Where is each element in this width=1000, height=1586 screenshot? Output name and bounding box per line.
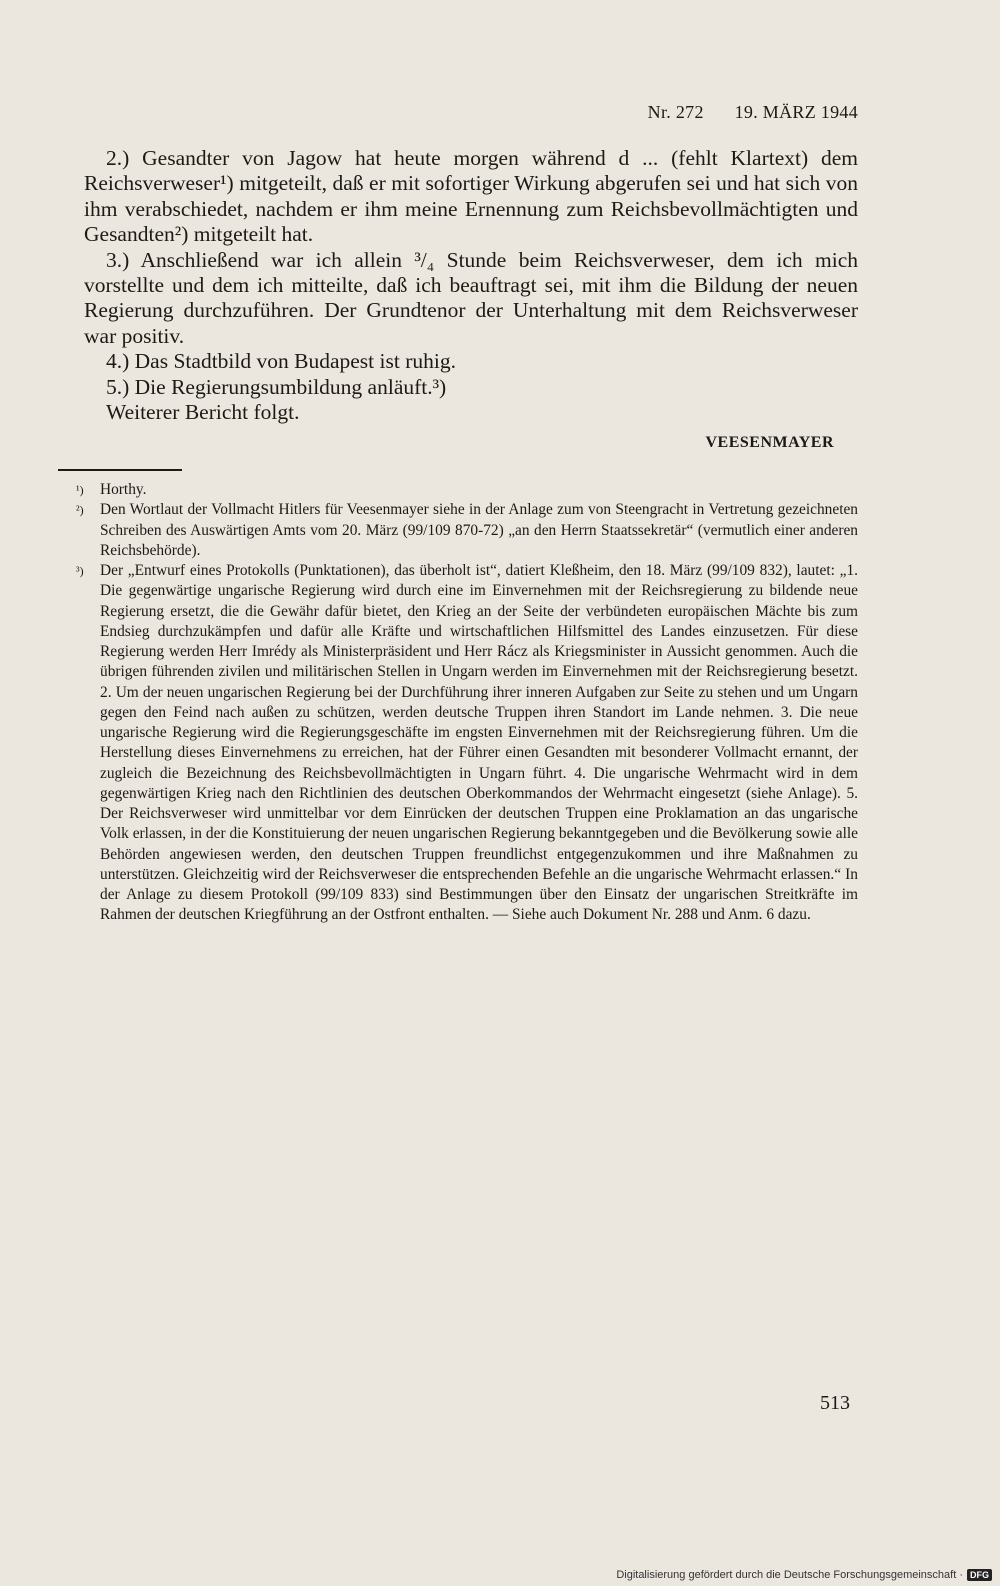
paragraph-3: 3.) Anschließend war ich allein ³/₄ Stunde beim Reichsverweser, dem ich mich vorstellte und dem ich mitteilte, daß ich beauftragt sei, mit ihm die Bildung der neuen Regierung durchzuführen. Der Grundtenor der Unterhaltung mit dem Reichsverweser war positiv.	[84, 247, 858, 348]
footnote-marker: ¹)	[76, 483, 84, 497]
document-number: Nr. 272	[647, 102, 704, 122]
closing-line: Weiterer Bericht folgt.	[106, 400, 300, 425]
body-text	[84, 146, 858, 425]
digitization-credit	[616, 1567, 992, 1583]
footnote-2	[58, 500, 858, 561]
paragraph-2: 2.) Gesandter von Jagow hat heute morgen während d ... (fehlt Klartext) dem Reichsverweser¹) mitgeteilt, daß er mit sofortiger Wirkung abgerufen sei und hat sich von ihm verabschiedet, nachdem er ihm meine Ernennung zum Reichsbevollmächtigten und Gesandten²) mitgeteilt hat.	[84, 146, 858, 247]
document-date: 19. MÄRZ 1944	[734, 102, 858, 122]
footnote-text: Horthy.	[100, 481, 147, 498]
footnote-marker: ²)	[76, 503, 84, 518]
footnote-text: Der „Entwurf eines Protokolls (Punktationen), das überholt ist“, datiert Kleßheim, den 18. März (99/109 832), lautet: „1. Die gegenwärtige ungarische Regierung wird durch eine im Einvernehmen mit der Reichsregierung zu bildende neue Regierung ersetzt, die die Gewähr dafür bietet, den Krieg an der Seite der verbündeten europäischen Mächte bis zum Endsieg durchzukämpfen und dafür alle Kräfte und wirtschaftlichen Hilfsmittel des Landes einzusetzen. Für diese Regierung werden Herr Imrédy als Ministerpräsident und Herr Rácz als Kriegsminister in Aussicht genommen. Auch die übrigen führenden zivilen und militärischen Stellen in Ungarn werden im Einvernehmen mit der Reichsregierung besetzt. 2. Um der neuen ungarischen Regierung bei der Durchführung ihrer inneren Aufgaben zur Seite zu stehen und um Ungarn gegen den Feind nach außen zu schützen, werden deutsche Truppen ihren Standort im Lande nehmen. 3. Die neue ungarische Regierung wird die Regierungsgeschäfte im engsten Einvernehmen mit der Reichsregierung führen. Um die Herstellung dieses Einvernehmens zu erreichen, hat der Führer einen Gesandten mit besonderer Vollmacht ernannt, der zugleich die Bezeichnung des Reichsbevollmächtigten in Ungarn führt. 4. Die ungarische Wehrmacht wird in dem gegenwärtigen Krieg nach den Richtlinien des deutschen Oberkommandos der Wehrmacht eingesetzt (siehe Anlage). 5. Der Reichsverweser wird unmittelbar vor dem Einrücken der deutschen Truppen eine Proklamation an das ungarische Volk erlassen, in der die Konstituierung der neuen ungarischen Regierung bekanntgegeben und die Bevölkerung sowie alle Behörden angewiesen werden, den deutschen Truppen freundlichst entgegenzukommen und ihre Maßnahmen zu unterstützen. Gleichzeitig wird der Reichsverweser die entsprechenden Befehle an die ungarische Wehrmacht erlassen.“ In der Anlage zu diesem Protokoll (99/109 833) sind Bestimmungen über den Einsatz der ungarischen Streitkräfte im Rahmen der deutschen Kriegführung an der Ostfront enthalten. — Siehe auch Dokument Nr. 288 und Anm. 6 dazu.	[100, 562, 858, 924]
footnote-1	[58, 480, 858, 500]
footnote-marker: ³)	[76, 564, 84, 578]
running-header	[648, 102, 858, 123]
paragraph-4: 4.) Das Stadtbild von Budapest ist ruhig.	[106, 349, 456, 374]
footnotes	[58, 480, 858, 926]
footnote-3	[58, 561, 858, 926]
page-number: 513	[820, 1392, 850, 1414]
footnote-text: Den Wortlaut der Vollmacht Hitlers für Veesenmayer siehe in der Anlage zum von Steengracht in Vertretung gezeichneten Schreiben des Auswärtigen Amts vom 20. März (99/109 870-72) „an den Herrn Staatssekretär“ (vermutlich einer anderen Reichsbehörde).	[100, 501, 858, 559]
credit-text: Digitalisierung gefördert durch die Deutsche Forschungsgemeinschaft ·	[616, 1569, 963, 1581]
paragraph-5: 5.) Die Regierungsumbildung anläuft.³)	[106, 374, 447, 399]
footnote-rule	[58, 469, 182, 471]
signature: VEESENMAYER	[705, 434, 834, 451]
dfg-logo-icon: DFG	[967, 1569, 992, 1581]
